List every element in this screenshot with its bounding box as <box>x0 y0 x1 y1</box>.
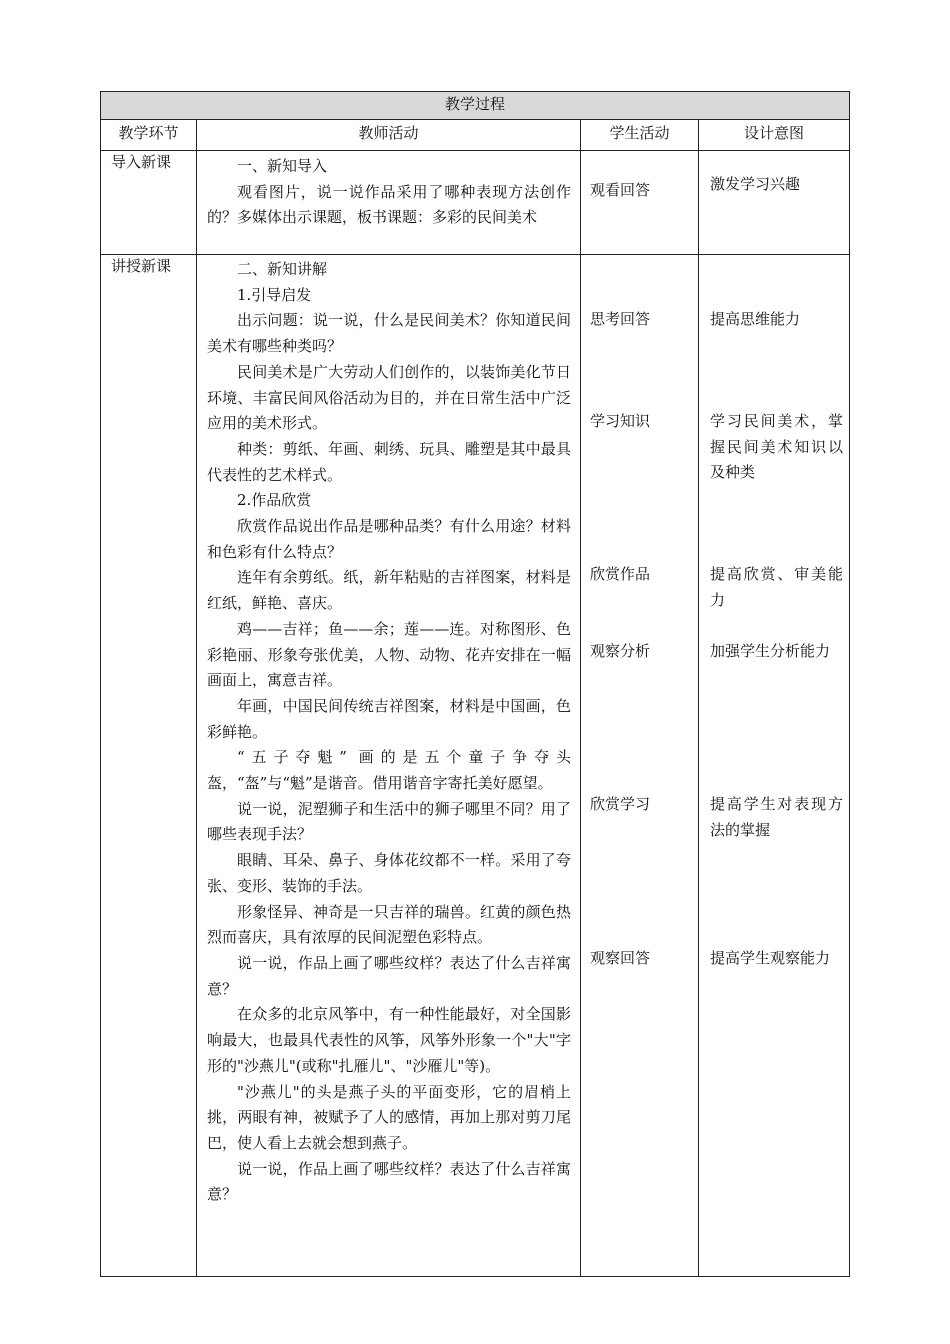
stage-intro: 导入新课 <box>111 153 172 171</box>
header-teacher-activity: 教师活动 <box>358 124 419 142</box>
text-line: 欣赏作品说出作品是哪种品类？有什么用途？材料和色彩有什么特点？ <box>207 517 571 561</box>
text-line: 说一说，作品上画了哪些纹样？表达了什么吉祥寓意？ <box>207 953 571 998</box>
teacher-activity-lesson <box>207 257 571 1208</box>
intent-item: 提高欣赏、审美能力 <box>710 565 843 609</box>
text-line: 鸡——吉祥；鱼——余；莲——连。对称图形、色彩艳丽、形象夸张优美，人物、动物、花卉安排在一幅画面上，寓意吉祥。 <box>207 619 571 690</box>
text-line: 连年有余剪纸。纸，新年粘贴的吉祥图案，材料是红纸，鲜艳、喜庆。 <box>207 568 571 613</box>
text-line: 出示问题：说一说，什么是民间美术？你知道民间美术有哪些种类吗？ <box>207 311 571 356</box>
column-divider <box>580 120 581 1276</box>
text-line: 1.引导启发 <box>237 285 312 304</box>
student-activity-item: 思考回答 <box>590 310 651 328</box>
text-line: 民间美术是广大劳动人们创作的，以装饰美化节日环境、丰富民间风俗活动为目的，并在日常生活中广泛应用的美术形式。 <box>207 362 571 433</box>
row-divider <box>101 254 849 255</box>
student-activity-item: 学习知识 <box>590 412 651 430</box>
text-line: 说一说，泥塑狮子和生活中的狮子哪里不同？用了哪些表现手法？ <box>207 799 571 844</box>
student-activity-intro: 观看回答 <box>590 181 651 199</box>
intent-item: 提高思维能力 <box>710 310 801 328</box>
intent-item: 加强学生分析能力 <box>710 642 831 660</box>
header-design-intent: 设计意图 <box>743 124 804 142</box>
text-line: 观看图片，说一说作品采用了哪种表现方法创作的？多媒体出示课题，板书课题：多彩的民间美术 <box>207 182 571 227</box>
text-line: 眼睛、耳朵、鼻子、身体花纹都不一样。采用了夸张、变形、装饰的手法。 <box>207 851 571 895</box>
text-line: 2.作品欣赏 <box>237 491 312 510</box>
text-line: 形象怪异、神奇是一只吉祥的瑞兽。红黄的颜色热烈而喜庆，具有浓厚的民间泥塑色彩特点。 <box>207 902 571 947</box>
stage-new-lesson: 讲授新课 <box>111 257 172 275</box>
header-student-activity: 学生活动 <box>609 124 670 142</box>
column-divider <box>196 120 197 1276</box>
text-line: “五子夺魁” 画的是五个童子争夺头盔，“盔”与“魁”是谐音。借用谐音字寄托美好愿望。 <box>207 748 571 793</box>
text-line: 种类：剪纸、年画、刺绣、玩具、雕塑是其中最具代表性的艺术样式。 <box>207 439 571 484</box>
student-activity-item: 欣赏学习 <box>590 795 651 813</box>
text-line: "沙燕儿"的头是燕子头的平面变形，它的眉梢上挑，两眼有神，被赋予了人的感情，再加上那对剪刀尾巴，使人看上去就会想到燕子。 <box>207 1082 571 1152</box>
header-stage: 教学环节 <box>118 124 179 142</box>
teacher-activity-intro <box>207 154 571 231</box>
teaching-process-table <box>100 91 850 1277</box>
student-activity-item: 观察回答 <box>590 949 651 967</box>
intent-intro: 激发学习兴趣 <box>710 175 801 193</box>
student-activity-item: 欣赏作品 <box>590 565 651 583</box>
text-line: 一、新知导入 <box>237 157 328 175</box>
text-line: 说一说，作品上画了哪些纹样？表达了什么吉祥寓意？ <box>207 1159 571 1204</box>
table-title: 教学过程 <box>101 92 849 120</box>
text-line: 年画，中国民间传统吉祥图案，材料是中国画，色彩鲜艳。 <box>207 696 571 741</box>
column-divider <box>698 120 699 1276</box>
intent-item: 提高学生对表现方法的掌握 <box>710 795 843 839</box>
text-line: 二、新知讲解 <box>237 260 328 278</box>
student-activity-item: 观察分析 <box>590 642 651 660</box>
intent-item: 学习民间美术，掌握民间美术知识以及种类 <box>710 412 843 482</box>
text-line: 在众多的北京风筝中，有一种性能最好，对全国影响最大，也最具代表性的风筝，风筝外形象一个"大"字形的"沙燕儿"(或称"扎雁儿"、"沙雁儿"等)。 <box>207 1005 571 1075</box>
intent-item: 提高学生观察能力 <box>710 949 831 967</box>
